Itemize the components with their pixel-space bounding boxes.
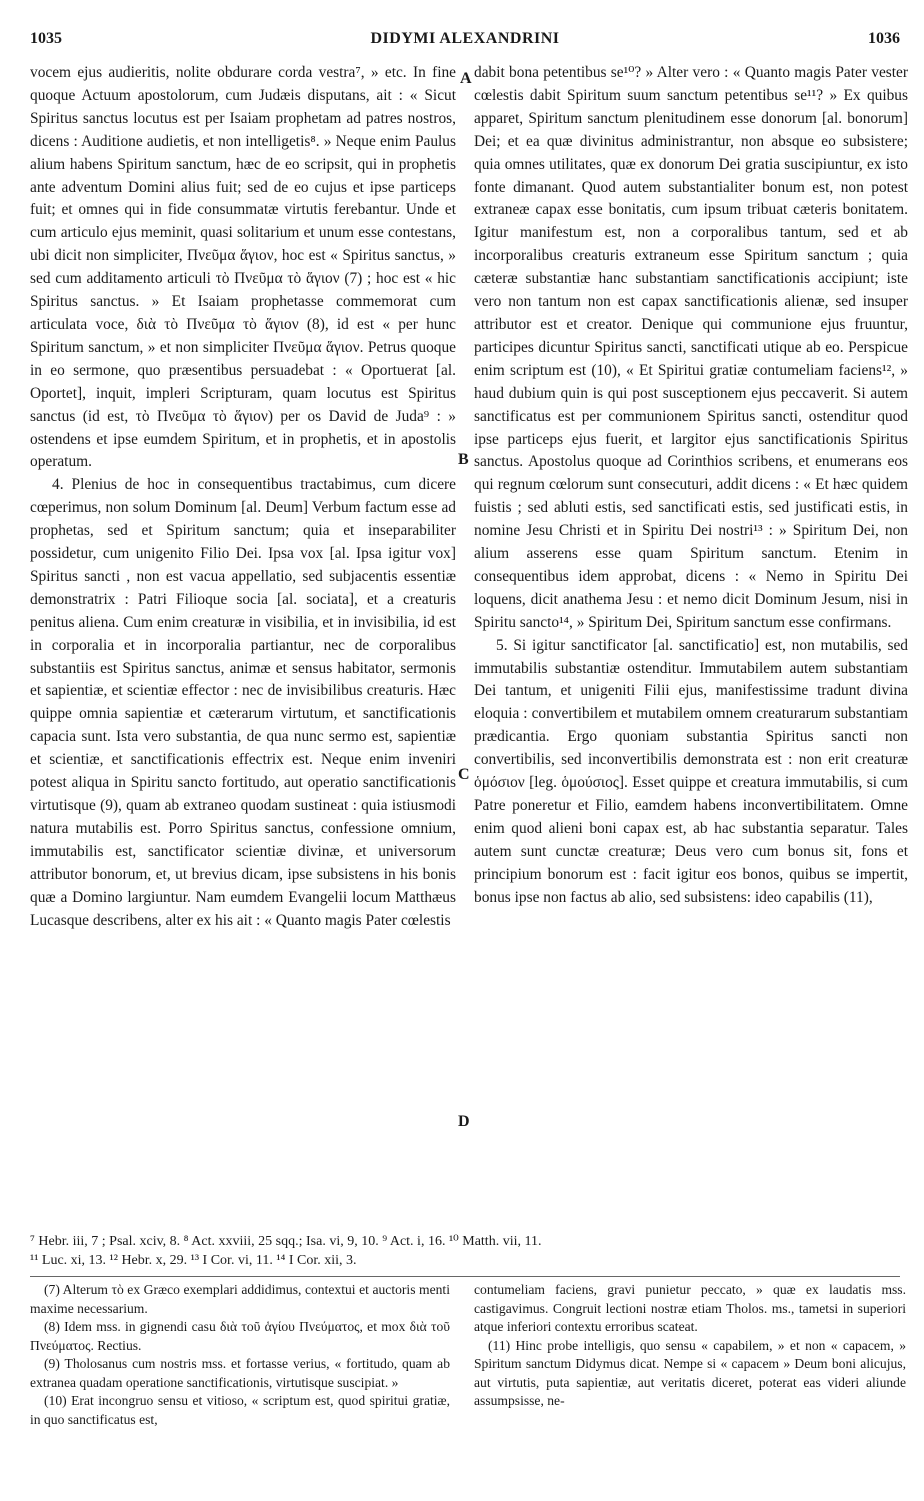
scripture-footnotes (30, 1232, 900, 1270)
margin-letter-d: D (458, 1113, 470, 1130)
left-paragraph-1: vocem ejus audieritis, nolite obdurare corda vestra⁷, » etc. In fine quoque Actuum apostolorum, cum Judæis disputans, ait : « Sicut Spiritus sanctus locutus est per Isaiam prophetam ad patres nostros, dicens : Auditione audietis, et non intelligetis⁸. » Neque enim Paulus alium habens Spiritum sanctum, hæc de eo scripsit, qui in prophetis ante adventum Domini alius fuit; sed de eo cujus et ipse particeps fuit; et omnes qui in fide consummatæ virtutis ferebantur. Unde et cum articulo ejus meminit, quasi solitarium et unum esse contestans, ubi dicit non simpliciter, Πνεῦμα ἅγιον, hoc est « Spiritus sanctus, » sed cum additamento articuli τὸ Πνεῦμα τὸ ἅγιον (7) ; hoc est « hic Spiritus sanctus. » Et Isaiam prophetasse commemorat cum articulata voce, διὰ τὸ Πνεῦμα τὸ ἅγιον (8), id est « per hunc Spiritum sanctum, » et non simpliciter Πνεῦμα ἅγιον. Petrus quoque in eo sermone, quo præsentibus persuadebat : « Oportuerat [al. Oportet], inquit, impleri Scripturam, quam locutus est Spiritus sanctus (id est, τὸ Πνεῦμα τὸ ἅγιον) per os David de Juda⁹ : » ostendens et ipse eumdem Spiritum, et in prophetis, et in apostolis operatum. (30, 64, 456, 471)
running-title: DIDYMI ALEXANDRINI (370, 30, 560, 47)
margin-letter-b: B (458, 451, 469, 468)
right-paragraph-1: dabit bona petentibus se¹⁰? » Alter vero : « Quanto magis Pater vester cœlestis dabit Spiritum suum sanctum petentibus se¹¹? » Ex quibus apparet, Spiritum sanctum plenitudinem esse donorum [al. bonorum] Dei; et ea quæ divinitus administrantur, non absque eo subsistere; quia omnes utilitates, quæ ex donorum Dei gratia suscipiuntur, ex isto fonte dimanant. Quod autem substantialiter bonum est, non potest extraneæ capax esse bonitatis, cum ipsum tribuat cæteris bonitatem. Igitur manifestum est, non a corporalibus tantum, sed et ab incorporalibus creaturis extraneum esse Spiritum sanctum ; quia cæteræ substantiæ hanc substantiam sanctificationis accipiunt; iste vero non tantum non est capax sanctificationis alienæ, sed insuper attributor est et creator. Denique qui communione ejus fruuntur, participes dicuntur Spiritus sancti, sanctificati utique ab eo. Perspicue enim scriptum est (10), « Et Spiritui gratiæ contumeliam faciens¹², » haud dubium quin is qui post susceptionem ejus peccaverit. Si autem sanctificatus est per communionem Spiritus sancti, ostenditur quod ipse particeps ejus fuerit, et largitor ejus sanctificationis Spiritus sanctus. Apostolus quoque ad Corinthios scribens, et enumerans eos qui regnum cœlorum sunt consecuturi, addit dicens : « Et hæc quidem fuistis ; sed abluti estis, sed sanctificati estis, sed justificati estis, in nomine Jesu Christi et in Spiritu Dei nostri¹³ : » Spiritum Dei, non alium asserens esse quam Spiritum sanctum. Etenim in consequentibus idem approbat, dicens : « Nemo in Spiritu Dei loquens, dicit anathema Jesu : et nemo dicit Dominum Jesum, nisi in Spiritu sancto¹⁴, » Spiritum Dei, Spiritum sanctum esse confirmans. (474, 64, 908, 631)
note-7: (7) Alterum τὸ ex Græco exemplari addidimus, contextui et auctoris menti maxime necessarium. (30, 1282, 450, 1316)
page-number-right: 1036 (868, 30, 900, 47)
editorial-notes-right (474, 1281, 906, 1411)
note-11: (11) Hinc probe intelligis, quo sensu « capabilem, » et non « capacem, » Spiritum sanctum Didymus dicat. Nempe si « capacem » Deum boni alicujus, aut virtutis, puta sapientiæ, aut veritatis diceret, poterat eas videri aliunde assumpsisse, ne- (474, 1337, 906, 1408)
right-paragraph-2: 5. Si igitur sanctificator [al. sanctificatio] est, non mutabilis, sed immutabilis substantiæ ostenditur. Immutabilem autem substantiam Dei tantum, et unigeniti Filii ejus, manifestissime tradunt divina eloquia : convertibilem et mutabilem omnem creaturarum substantiam prædicantia. Ergo quoniam substantia Spiritus sancti non convertibilis, sed inconvertibilis demonstrata est : non erit creaturæ ὁμόσιον [leg. ὁμούσιος]. Esset quippe et creatura immutabilis, si cum Patre poneretur et Filio, eamdem habens inconvertibilitatem. Omne enim quod alieni boni capax est, ab hac substantia separatur. Tales autem sunt cunctæ creaturæ; Deus vero cum bonus sit, fons et principium bonorum est : facit igitur eos bonos, quibus se impertit, bonus ipse non factus ab alio, sed subsistens: ideo capabilis (11), (474, 636, 908, 906)
margin-letter-c: C (458, 766, 470, 783)
margin-letter-a: A (460, 70, 472, 87)
left-paragraph-2: 4. Plenius de hoc in consequentibus tractabimus, cum dicere cœperimus, non solum Dominum [al. Deum] Verbum factum esse ad prophetas, sed et Spiritum sanctum; quia et inseparabiliter possidetur, cum unigenito Filio Dei. Ipsa vox [al. Ipsa igitur vox] Spiritus sancti , non est vacua appellatio, sed subjacentis essentiæ demonstratrix : Patri Filioque socia [al. sociata], et a creaturis penitus aliena. Cum enim creaturæ in visibilia, et in invisibilia, id est in corporalia et in incorporalia partiantur, nec de corporalibus substantiis est Spiritus sanctus, animæ et sensus habitator, sermonis et sapientiæ, et scientiæ effector : nec de invisibilibus creaturis. Hæc quippe omnia sapientiæ et cæterarum virtutum, et sanctificationis capacia sunt. Ista vero substantia, de qua nunc sermo est, sapientiæ et scientiæ, et sanctificationis effectrix est. Neque enim inveniri potest aliqua in Spiritu sancto fortitudo, aut operatio sanctificationis virtutisque (9), quam ab extraneo quodam sustineat : quia istiusmodi natura mutabilis est. Porro Spiritus sanctus, confessione omnium, immutabilis est, sanctificator scientiæ divinæ, et universorum attributor bonorum, et, ut brevius dicam, ipse subsistens in his bonis quæ a Domino largiuntur. Nam eumdem Evangelii locum Matthæus Lucasque describens, alter ex his ait : « Quanto magis Pater cœlestis (30, 476, 456, 929)
running-header (30, 30, 900, 58)
note-10-continued: contumeliam faciens, gravi punietur peccato, » quæ ex laudatis mss. castigavimus. Congruit lectioni nostræ etiam Tholos. ms., tametsi in superiori atque inferiori contextu erroribus scateat. (474, 1282, 906, 1334)
note-10: (10) Erat incongruo sensu et vitioso, « scriptum est, quod spiritui gratiæ, in quo sanctificatus est, (30, 1393, 450, 1427)
note-9: (9) Tholosanus cum nostris mss. et fortasse verius, « fortitudo, quam ab extranea quadam operatione sanctificationis, virtutisque suscipiat. » (30, 1356, 450, 1390)
editorial-notes-left (30, 1281, 450, 1429)
footnote-line-1: ⁷ Hebr. iii, 7 ; Psal. xciv, 8. ⁸ Act. xxviii, 25 sqq.; Isa. vi, 9, 10. ⁹ Act. i, 16. ¹⁰ Matth. vii, 11. (30, 1234, 542, 1249)
right-column (474, 62, 908, 910)
footnote-line-2: ¹¹ Luc. xi, 13. ¹² Hebr. x, 29. ¹³ I Cor. vi, 11. ¹⁴ I Cor. xii, 3. (30, 1253, 357, 1268)
left-column (30, 62, 456, 932)
footnote-divider (30, 1276, 900, 1277)
page-number-left: 1035 (30, 30, 62, 47)
note-8: (8) Idem mss. in gignendi casu διὰ τοῦ ἁγίου Πνεύματος, et mox διὰ τοῦ Πνεύματος. Rectius. (30, 1319, 450, 1353)
